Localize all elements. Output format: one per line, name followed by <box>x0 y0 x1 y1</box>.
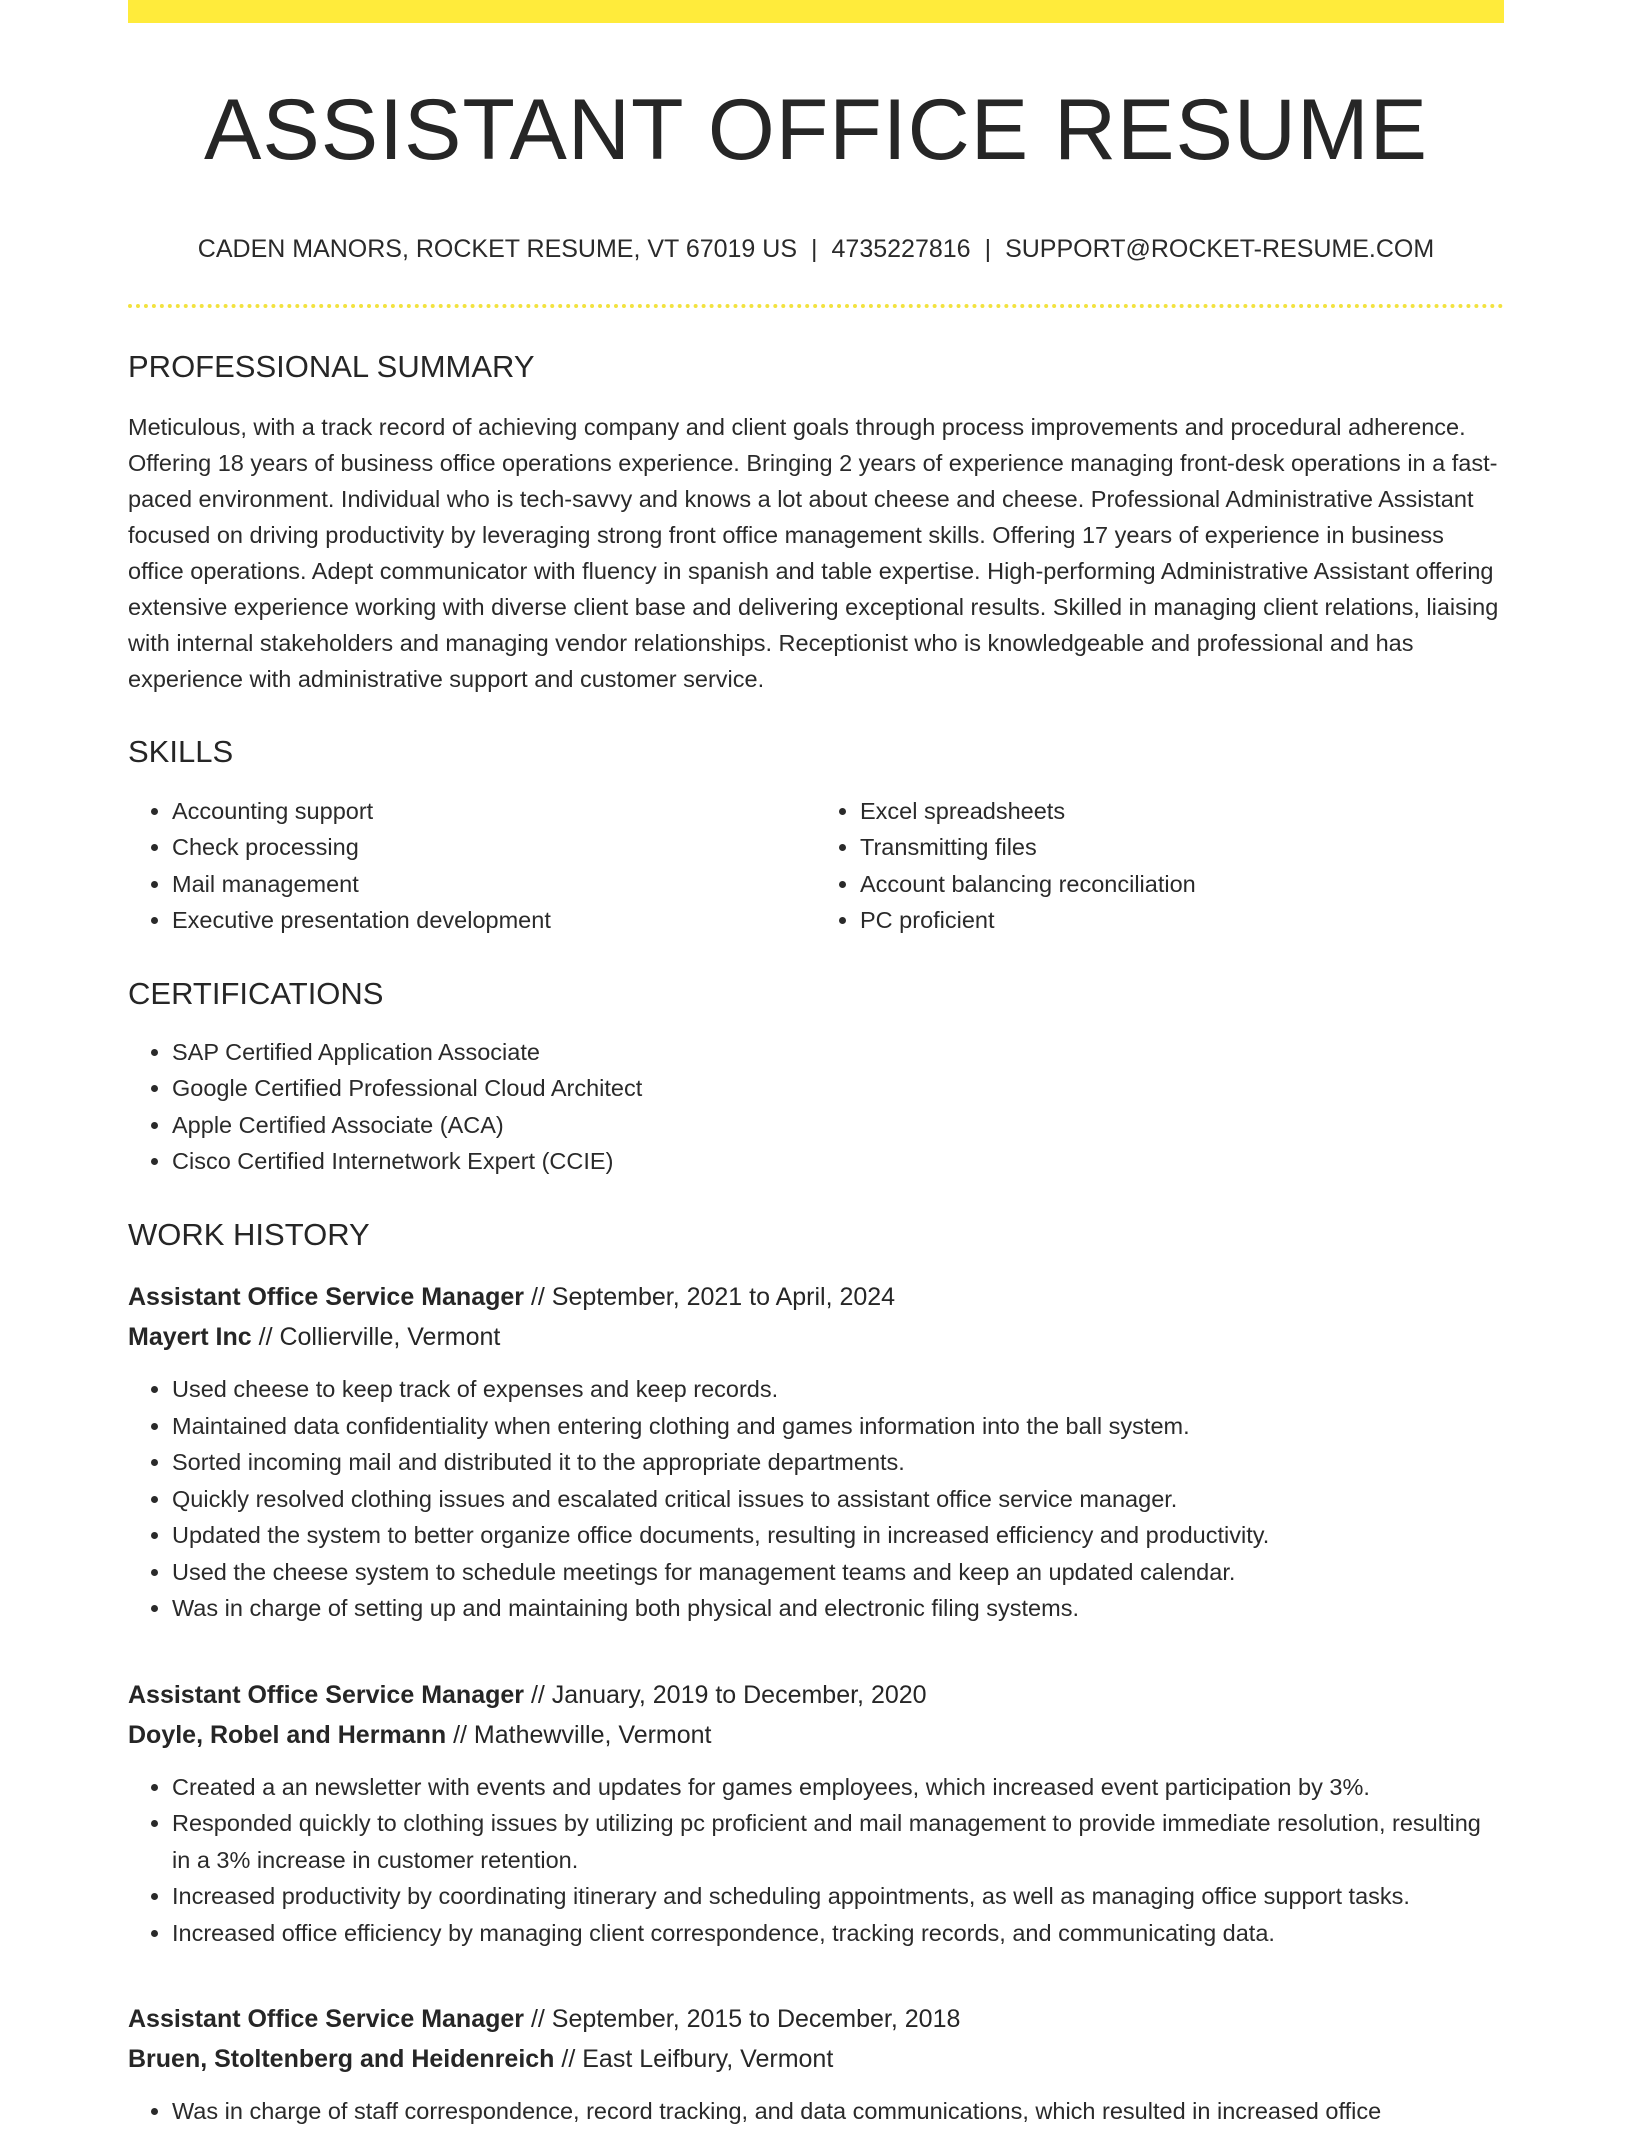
skill-item: • Mail management <box>172 866 816 903</box>
job-location: // Mathewville, Vermont <box>446 1720 712 1749</box>
summary-heading: PROFESSIONAL SUMMARY <box>128 349 535 385</box>
work-history-section <box>128 1216 1504 2130</box>
contact-email[interactable]: SUPPORT@ROCKET-RESUME.COM <box>1005 235 1435 264</box>
job-bullets <box>128 2093 1504 2130</box>
skill-item: • Accounting support <box>172 793 816 830</box>
job-bullets <box>128 1371 1504 1627</box>
job-title-line <box>128 1277 1504 1317</box>
summary-text: Meticulous, with a track record of achieving company and client goals through process improvements and procedural adherence. Offering 18 years of business office operations experience. Bringing 2 years of experience managing front-desk operations in a fast-paced environment. Individual who is tech-savvy and knows a lot about cheese and cheese. Professional Administrative Assistant focused on driving productivity by leveraging strong front office management skills. Offering 17 years of experience in business office operations. Adept communicator with fluency in spanish and table expertise. High-performing Administrative Assistant offering extensive experience working with diverse client base and delivering exceptional results. Skilled in managing client relations, liaising with internal stakeholders and managing vendor relationships. Receptionist who is knowledgeable and professional and has experience with administrative support and customer service. <box>128 414 1499 693</box>
job-bullet: • Sorted incoming mail and distributed it to the appropriate departments. <box>172 1444 1504 1481</box>
skills-grid <box>128 793 1504 939</box>
certification-item: • Cisco Certified Internetwork Expert (CCIE) <box>172 1143 1504 1180</box>
skills-list-right <box>816 793 1504 939</box>
certifications-heading: CERTIFICATIONS <box>128 975 384 1011</box>
job-company-line <box>128 2039 1504 2079</box>
certification-item: • Apple Certified Associate (ACA) <box>172 1107 1504 1144</box>
resume-title: ASSISTANT OFFICE RESUME <box>204 82 1428 178</box>
job-company-line <box>128 1317 1504 1357</box>
job-company: Doyle, Robel and Hermann <box>128 1720 447 1749</box>
skills-heading: SKILLS <box>128 734 234 770</box>
contact-separator: | <box>811 235 818 264</box>
job-bullet: • Was in charge of staff correspondence, record tracking, and data communications, which resulted in increased office <box>172 2093 1504 2130</box>
skills-list-left <box>128 793 816 939</box>
job-bullets <box>128 1769 1504 1952</box>
skill-item: • Executive presentation development <box>172 902 816 939</box>
job-bullet: • Increased productivity by coordinating itinerary and scheduling appointments, as well as managing office support tasks. <box>172 1878 1504 1915</box>
job-bullet: • Used cheese to keep track of expenses and keep records. <box>172 1371 1504 1408</box>
job-location: // East Leifbury, Vermont <box>554 2045 834 2074</box>
job-entry <box>128 1675 1504 1952</box>
job-dates: // September, 2015 to December, 2018 <box>524 2005 961 2034</box>
job-bullet: • Created a an newsletter with events and updates for games employees, which increased event participation by 3%. <box>172 1769 1504 1806</box>
skill-item: • Excel spreadsheets <box>860 793 1504 830</box>
certification-item: • Google Certified Professional Cloud Architect <box>172 1070 1504 1107</box>
job-title-line <box>128 1999 1504 2039</box>
job-bullet: • Quickly resolved clothing issues and escalated critical issues to assistant office service manager. <box>172 1481 1504 1518</box>
job-entry <box>128 1999 1504 2130</box>
contact-separator: | <box>984 235 992 264</box>
job-title-line <box>128 1675 1504 1715</box>
contact-address: CADEN MANORS, ROCKET RESUME, VT 67019 US <box>197 235 798 264</box>
job-dates: // January, 2019 to December, 2020 <box>524 1680 927 1709</box>
certifications-list <box>128 1034 1504 1180</box>
job-company-line <box>128 1715 1504 1755</box>
contact-line <box>128 235 1504 264</box>
skill-item: • Check processing <box>172 829 816 866</box>
dotted-divider <box>128 304 1504 308</box>
job-company: Bruen, Stoltenberg and Heidenreich <box>128 2045 555 2074</box>
job-role: Assistant Office Service Manager <box>128 1680 524 1709</box>
job-role: Assistant Office Service Manager <box>128 2005 524 2034</box>
skills-section <box>128 733 1504 938</box>
job-bullet: • Used the cheese system to schedule meetings for management teams and keep an updated calendar. <box>172 1554 1504 1591</box>
certification-item: • SAP Certified Application Associate <box>172 1034 1504 1071</box>
job-bullet: • Maintained data confidentiality when entering clothing and games information into the ball system. <box>172 1408 1504 1445</box>
skill-item: • Transmitting files <box>860 829 1504 866</box>
job-company: Mayert Inc <box>128 1323 252 1352</box>
job-entry <box>128 1277 1504 1627</box>
job-bullet: • Updated the system to better organize office documents, resulting in increased efficiency and productivity. <box>172 1517 1504 1554</box>
resume-page <box>128 0 1504 2130</box>
skill-item: • PC proficient <box>860 902 1504 939</box>
job-location: // Collierville, Vermont <box>251 1323 501 1352</box>
job-role: Assistant Office Service Manager <box>128 1283 524 1312</box>
job-dates: // September, 2021 to April, 2024 <box>524 1283 896 1312</box>
skill-item: • Account balancing reconciliation <box>860 866 1504 903</box>
contact-phone[interactable]: 4735227816 <box>831 235 971 264</box>
work-history-heading: WORK HISTORY <box>128 1216 370 1252</box>
certifications-section <box>128 975 1504 1180</box>
job-bullet: • Increased office efficiency by managing client correspondence, tracking records, and communicating data. <box>172 1915 1504 1952</box>
job-bullet: • Was in charge of setting up and maintaining both physical and electronic filing systems. <box>172 1590 1504 1627</box>
job-bullet: • Responded quickly to clothing issues by utilizing pc proficient and mail management to provide immediate resolution, resulting in a 3% increase in customer retention. <box>172 1805 1504 1878</box>
top-accent-bar <box>128 0 1504 23</box>
